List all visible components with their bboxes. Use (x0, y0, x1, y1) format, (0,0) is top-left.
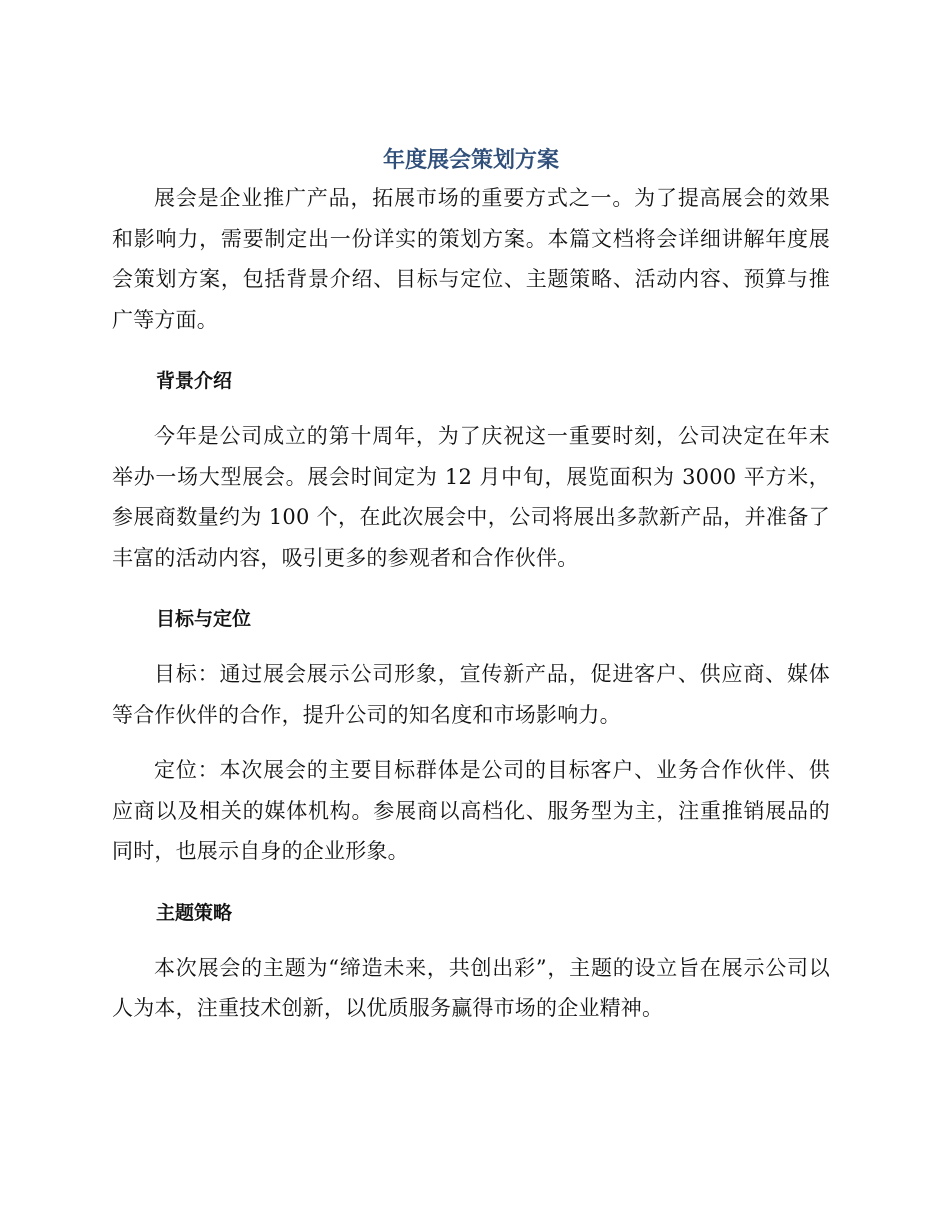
intro-paragraph: 展会是企业推广产品，拓展市场的重要方式之一。为了提高展会的效果和影响力，需要制定出一份详实的策划方案。本篇文档将会详细讲解年度展会策划方案，包括背景介绍、目标与定位、主题策略、活动内容、预算与推广等方面。 (112, 186, 830, 332)
theme-paragraph: 本次展会的主题为“缔造未来，共创出彩”，主题的设立旨在展示公司以人为本，注重技术创新，以优质服务赢得市场的企业精神。 (112, 955, 830, 1020)
document-page (112, 146, 830, 1029)
section-heading-theme: 主题策略 (156, 901, 233, 924)
section-heading-goals: 目标与定位 (156, 608, 252, 630)
positioning-paragraph: 定位：本次展会的主要目标群体是公司的目标客户、业务合作伙伴、供应商以及相关的媒体机构。参展商以高档化、服务型为主，注重推销展品的同时，也展示自身的企业形象。 (112, 758, 830, 863)
background-paragraph: 今年是公司成立的第十周年，为了庆祝这一重要时刻，公司决定在年末举办一场大型展会。展会时间定为 12 月中旬，展览面积为 3000 平方米，参展商数量约为 100 个，在此次展会中，公司将展出多款新产品，并准备了丰富的活动内容，吸引更多的参观者和合作伙伴。 (112, 424, 830, 570)
section-heading-background: 背景介绍 (156, 370, 233, 392)
document-title: 年度展会策划方案 (382, 148, 559, 173)
goals-paragraph: 目标：通过展会展示公司形象，宣传新产品，促进客户、供应商、媒体等合作伙伴的合作，提升公司的知名度和市场影响力。 (112, 662, 830, 727)
